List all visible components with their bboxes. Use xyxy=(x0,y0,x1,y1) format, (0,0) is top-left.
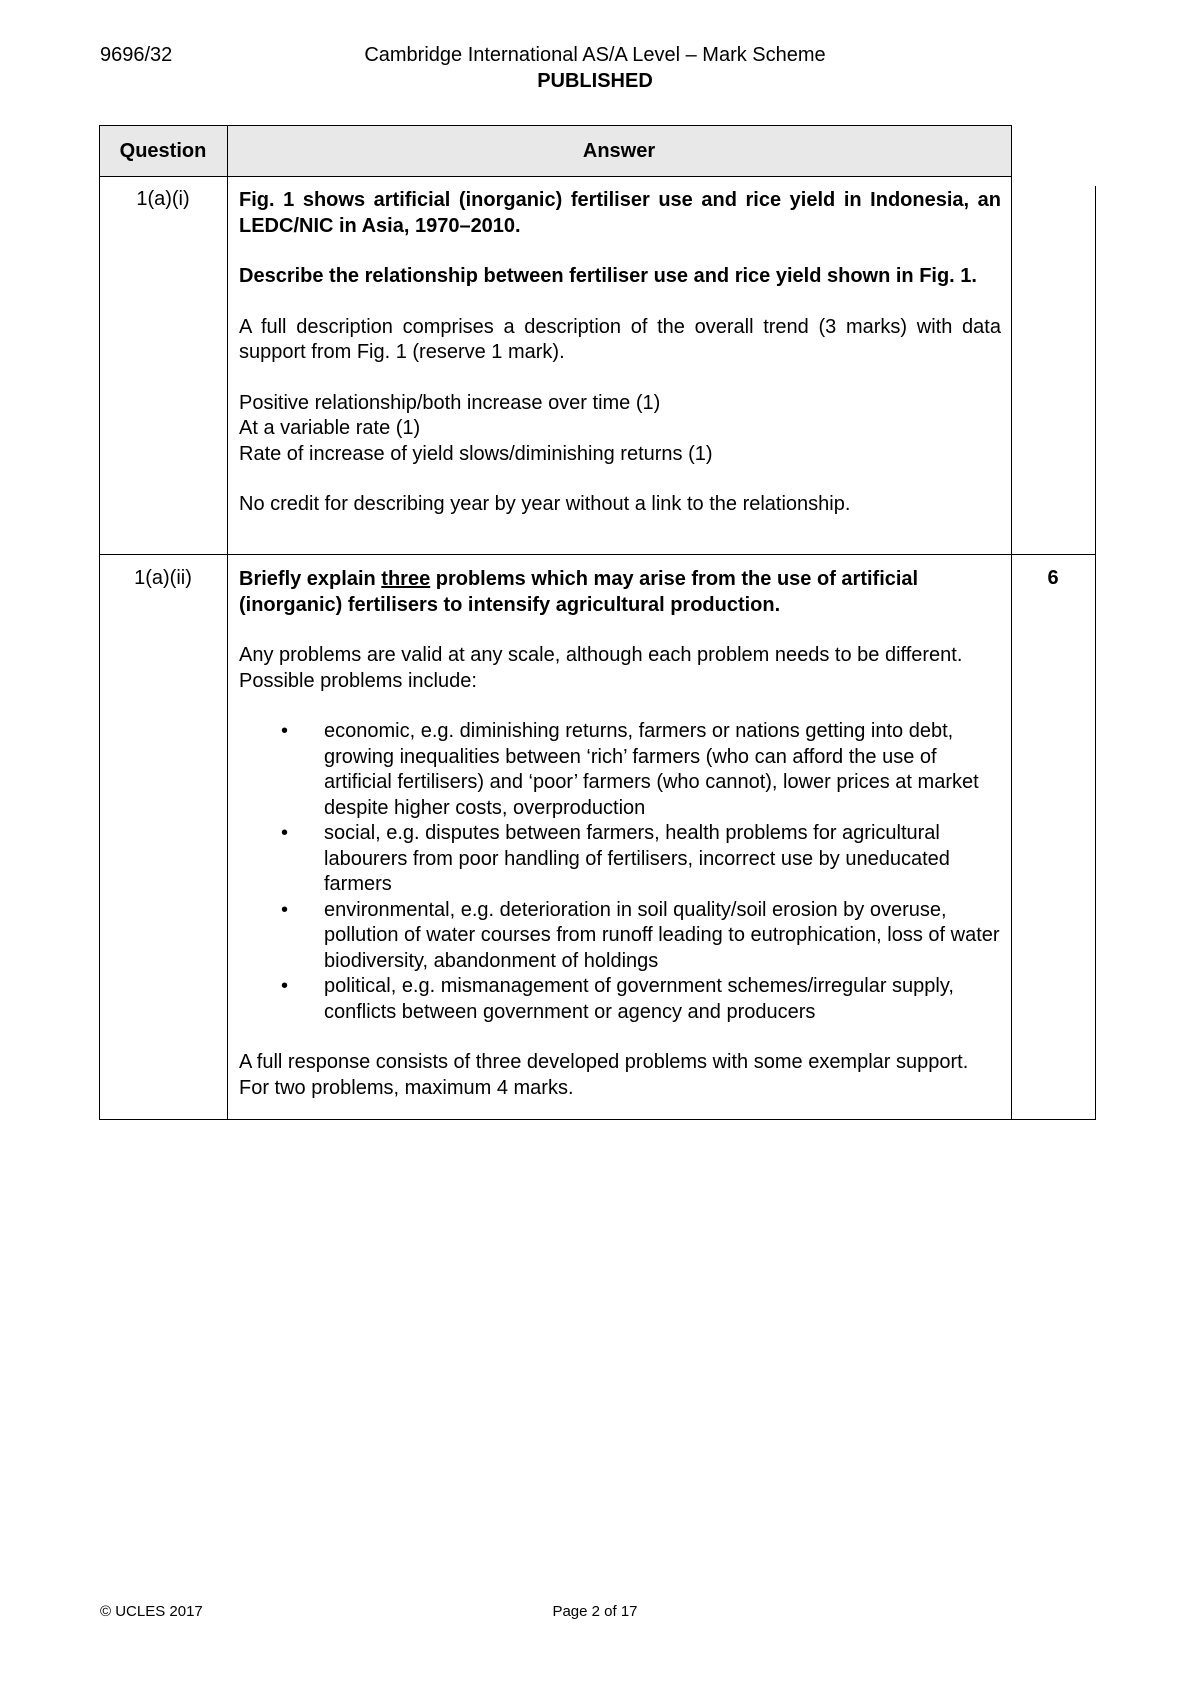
answer-cell xyxy=(239,188,1001,518)
question-task xyxy=(239,567,1001,618)
copyright-notice: © UCLES 2017 xyxy=(100,1603,203,1620)
marking-point: Rate of increase of yield slows/diminishing returns (1) xyxy=(239,442,713,465)
document-status: PUBLISHED xyxy=(537,70,653,92)
list-item-text: environmental, e.g. deterioration in soil quality/soil erosion by overuse, pollution of water courses from runoff leading to eutrophication, loss of water biodiversity, abandonment of holdings xyxy=(324,898,1000,972)
table-divider-question xyxy=(227,125,228,1120)
marking-point: At a variable rate (1) xyxy=(239,417,421,439)
table-header-row xyxy=(99,125,1011,177)
table-border-right xyxy=(1095,186,1096,1120)
question-number: 1(a)(ii) xyxy=(134,567,192,589)
problem-list xyxy=(239,719,1001,1025)
bullet-icon: • xyxy=(281,720,289,742)
answer-cell xyxy=(239,567,1001,1101)
marking-point: Positive relationship/both increase over time (1) xyxy=(239,391,661,414)
bullet-icon: • xyxy=(281,898,289,921)
list-item xyxy=(239,719,1001,821)
document-title: Cambridge International AS/A Level – Mark Scheme xyxy=(364,44,826,66)
task-text-start: Briefly explain xyxy=(239,568,382,590)
marks-value: 6 xyxy=(1047,567,1059,589)
list-item-text: political, e.g. mismanagement of government schemes/irregular supply, conflicts between government or agency and producers xyxy=(324,975,954,1023)
bullet-icon: • xyxy=(281,975,289,997)
page-number: Page 2 of 17 xyxy=(552,1603,638,1620)
marking-note: No credit for describing year by year without a link to the relationship. xyxy=(239,493,851,515)
list-item xyxy=(239,974,1001,1025)
question-prompt: Fig. 1 shows artificial (inorganic) fertiliser use and rice yield in Indonesia, an LEDC/NIC in Asia, 1970–2010. xyxy=(239,189,1001,237)
list-item-text: social, e.g. disputes between farmers, health problems for agricultural labourers from poor handling of fertilisers, incorrect use by uneducated farmers xyxy=(324,822,950,895)
question-task: Describe the relationship between fertiliser use and rice yield shown in Fig. 1. xyxy=(239,265,977,287)
document-code: 9696/32 xyxy=(100,44,173,66)
question-number: 1(a)(i) xyxy=(136,188,190,210)
list-item xyxy=(239,821,1001,898)
table-divider-marks xyxy=(1011,125,1012,1120)
list-item xyxy=(239,898,1001,975)
table-border-bottom xyxy=(99,1119,1096,1120)
table-border-left xyxy=(99,125,100,1120)
marking-guidance: A full description comprises a description of the overall trend (3 marks) with data support from Fig. 1 (reserve 1 mark). xyxy=(239,315,1001,363)
column-header-answer: Answer xyxy=(582,140,656,162)
column-header-question: Question xyxy=(119,140,207,162)
row-separator xyxy=(99,554,1096,555)
marking-conclusion: A full response consists of three developed problems with some exemplar support. For two problems, maximum 4 marks. xyxy=(239,1051,969,1099)
task-text-end: problems which may arise from the use of artificial (inorganic) fertilisers to intensify agricultural production. xyxy=(239,568,919,616)
task-emphasis: three xyxy=(381,568,431,590)
bullet-icon: • xyxy=(281,822,289,844)
marking-guidance: Any problems are valid at any scale, although each problem needs to be different. Possible problems include: xyxy=(239,644,963,692)
list-item-text: economic, e.g. diminishing returns, farmers or nations getting into debt, growing inequalities between ‘rich’ farmers (who can afford the use of artificial fertilisers) and ‘poor’ farmers (who cannot), lower prices at market despite higher costs, overproduction xyxy=(324,720,979,819)
